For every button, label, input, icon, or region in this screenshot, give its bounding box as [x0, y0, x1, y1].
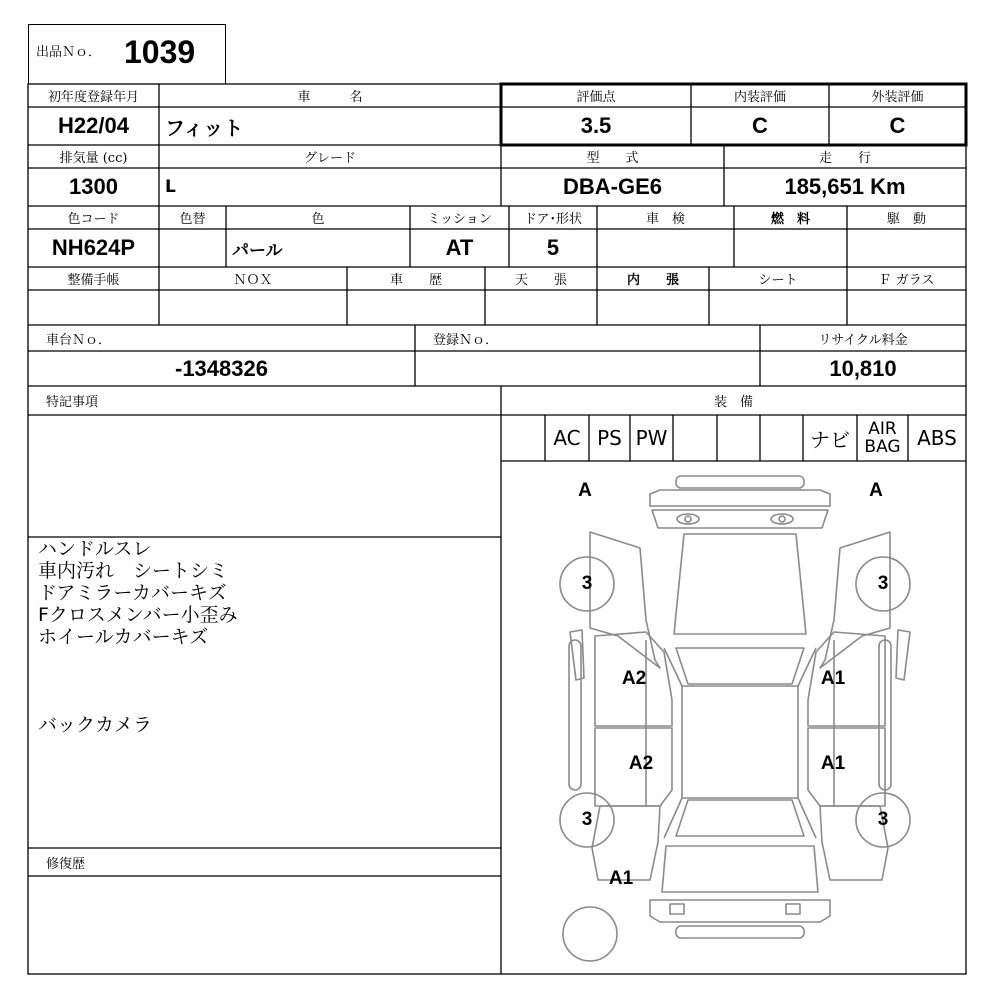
front-glass-label: Ｆ ガラス: [878, 273, 935, 288]
spare-tire: [563, 907, 617, 961]
equipment-item-ac: AC: [553, 426, 581, 450]
notes-line: バックカメラ: [38, 714, 153, 736]
recycle-fee-value: 10,810: [829, 355, 897, 381]
front-bumper-top: [676, 476, 804, 488]
displacement-label: 排気量 (cc): [59, 151, 128, 166]
mark-rear-left: A1: [608, 868, 634, 889]
tailgate: [662, 846, 818, 892]
registration-no-label: 登録Ｎｏ．: [433, 332, 499, 348]
mark-front-left: A: [578, 480, 592, 501]
mark-door-front-left: A2: [621, 668, 647, 689]
reg-date-label: 初年度登録年月: [47, 90, 139, 105]
model-value: DBA-GE6: [562, 174, 662, 199]
equipment-item-pw: PW: [635, 426, 668, 450]
front-bumper: [650, 490, 830, 506]
model-label: 型 式: [586, 151, 639, 166]
roof-lining-label: 天 張: [514, 273, 567, 288]
fuel-label: 燃 料: [770, 212, 810, 227]
drive-label: 駆 動: [886, 212, 926, 227]
roof: [682, 686, 798, 798]
equipment-label: 装 備: [713, 395, 753, 410]
notes-line: ドアミラーカバーキズ: [38, 582, 227, 604]
mark-tire-front-left: 3: [581, 573, 593, 594]
mileage-value: 185,651 Km: [784, 174, 906, 199]
lot-number: 1039: [124, 33, 196, 70]
front-lights: [652, 510, 828, 528]
door-label: ドア･形状: [523, 212, 583, 227]
front-fender-left: [590, 532, 660, 668]
interior-grade-value: C: [752, 113, 768, 138]
repair-history-label: 修復歴: [46, 856, 86, 872]
mark-tire-front-right: 3: [877, 573, 889, 594]
equipment-item-ps: PS: [597, 426, 622, 450]
score-value: 3.5: [580, 113, 612, 138]
notes-line: ホイールカバーキズ: [38, 626, 209, 648]
interior-grade-label: 内装評価: [733, 90, 786, 105]
score-label: 評価点: [576, 90, 616, 105]
grade-value: L: [165, 177, 176, 197]
notes-line: 車内汚れ シートシミ: [38, 560, 229, 582]
reg-date-value: H22/04: [58, 113, 129, 138]
mission-value: AT: [445, 235, 474, 260]
equipment-item-airbag: AIR BAG: [864, 419, 901, 457]
displacement-value: 1300: [69, 174, 118, 199]
equipment-item-navi: ナビ: [810, 427, 850, 452]
mark-tire-rear-left: 3: [581, 809, 593, 830]
color-value: パール: [232, 240, 283, 261]
color-code-value: NH624P: [51, 235, 136, 260]
color-label: 色: [311, 212, 325, 227]
nox-label: ＮＯＸ: [233, 273, 273, 288]
door-value: 5: [546, 235, 560, 260]
grade-label: グレード: [303, 151, 356, 166]
inspection-label: 車 検: [645, 212, 685, 227]
rear-window: [676, 800, 804, 836]
vehicle-history-label: 車 歴: [389, 273, 442, 288]
chassis-no-label: 車台Ｎｏ．: [46, 332, 112, 348]
mark-door-front-right: A1: [820, 668, 846, 689]
color-code-label: 色コード: [67, 212, 120, 227]
windshield: [676, 648, 804, 684]
seat-label: シート: [758, 273, 798, 288]
notes-label: 特記事項: [46, 395, 99, 410]
mark-front-right: A: [869, 480, 883, 501]
exterior-grade-label: 外装評価: [871, 90, 924, 105]
mission-label: ミッション: [427, 212, 492, 227]
exterior-grade-value: C: [889, 113, 906, 138]
mark-tire-rear-right: 3: [877, 809, 889, 830]
lot-label: 出品Ｎｏ．: [36, 44, 102, 60]
notes-line: ハンドルスレ: [38, 538, 152, 560]
mileage-label: 走 行: [818, 151, 871, 166]
equipment-item-abs: ABS: [917, 426, 957, 450]
maintenance-book-label: 整備手帳: [67, 273, 120, 288]
mark-door-rear-right: A1: [820, 753, 846, 774]
mark-door-rear-left: A2: [628, 753, 654, 774]
car-name-label: 車 名: [297, 90, 363, 105]
rear-bumper-bottom: [676, 926, 804, 938]
hood: [674, 534, 806, 634]
interior-lining-label: 内 張: [626, 273, 679, 288]
recycle-fee-label: リサイクル料金: [818, 332, 908, 348]
color-change-label: 色替: [179, 212, 206, 227]
notes-line: Fクロスメンバー小歪み: [38, 604, 238, 626]
car-name-value: フィット: [165, 115, 244, 140]
chassis-no-value: -1348326: [175, 355, 268, 381]
